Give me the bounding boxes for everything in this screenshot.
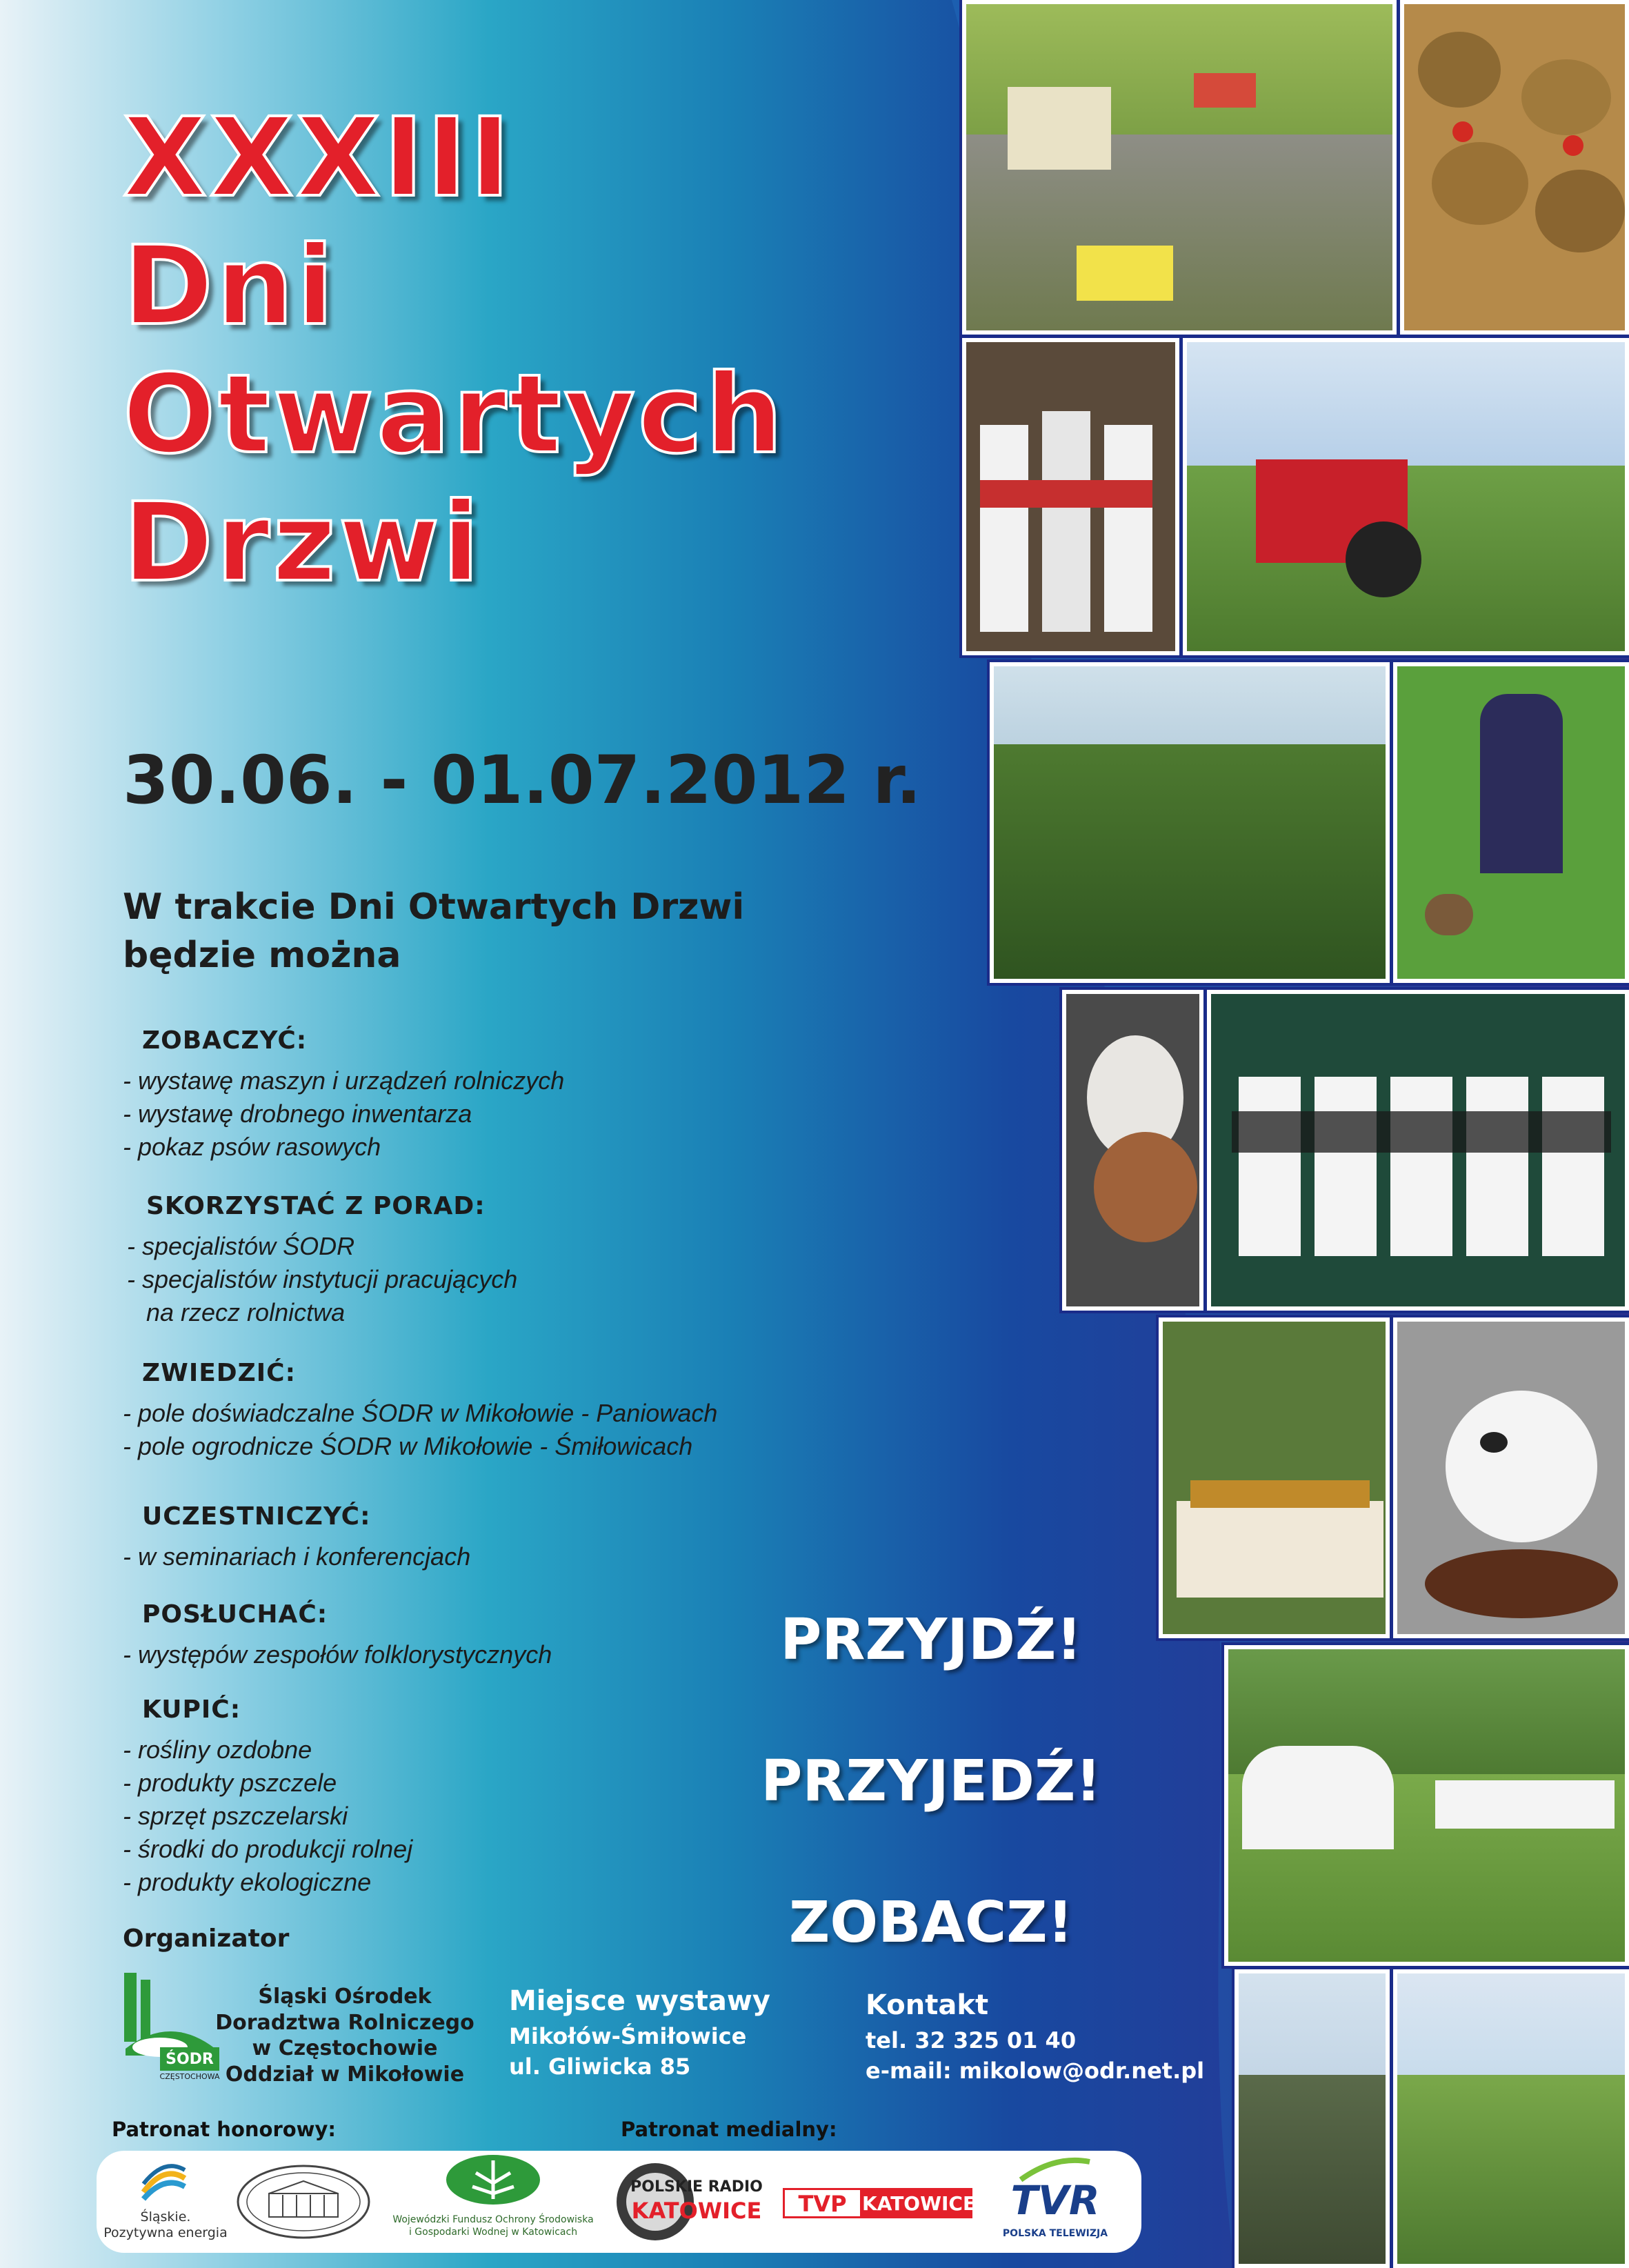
- tvr-subtext: POLSKA TELEWIZJA: [1002, 2228, 1108, 2239]
- section-posluchac: [123, 1600, 552, 1671]
- list-item: - występów zespołów folklorystycznych: [123, 1640, 552, 1669]
- section-zwiedzic: [123, 1359, 717, 1463]
- radio-text-2: KATOWICE: [631, 2198, 762, 2224]
- organizer-label: Organizator: [123, 1924, 290, 1953]
- radio-text-1: POLSKIE RADIO: [630, 2178, 763, 2196]
- list-item: - produkty ekologiczne: [123, 1868, 372, 1896]
- slaskie-text-2: Pozytywna energia: [103, 2225, 228, 2240]
- contact-phone: tel. 32 325 01 40: [866, 2027, 1077, 2053]
- section-heading: KUPIĆ:: [142, 1695, 241, 1724]
- section-heading: POSŁUCHAĆ:: [142, 1600, 328, 1629]
- call-zobacz: ZOBACZ!: [788, 1890, 1074, 1956]
- organizer-name-line: Śląski Ośrodek: [258, 1984, 432, 2009]
- venue-heading: Miejsce wystawy: [509, 1985, 770, 2017]
- section-heading: UCZESTNICZYĆ:: [142, 1502, 371, 1531]
- call-to-action: [690, 1607, 1172, 2031]
- photo-red-tractor: [1183, 338, 1629, 655]
- call-przyjedz: PRZYJEDŹ!: [761, 1749, 1101, 1814]
- wfos-text-1: Wojewódzki Fundusz Ochrony Środowiska: [392, 2214, 594, 2225]
- title-line-4: Drzwi: [123, 479, 483, 606]
- venue-line-1: Mikołów-Śmiłowice: [509, 2023, 747, 2049]
- organizer-name-line: Oddział w Mikołowie: [225, 2062, 465, 2087]
- section-kupic: [123, 1695, 412, 1899]
- photo-folk-women-group: [1207, 990, 1629, 1311]
- list-item: - wystawę drobnego inwentarza: [123, 1100, 472, 1128]
- sponsor-logo-bar: [97, 2151, 1141, 2253]
- list-item: - wystawę maszyn i urządzeń rolniczych: [123, 1066, 565, 1095]
- list-item: - w seminariach i konferencjach: [123, 1542, 471, 1571]
- tvr-logo: [986, 2151, 1124, 2253]
- list-item: - środki do produkcji rolnej: [123, 1835, 413, 1863]
- event-date: 30.06. - 01.07.2012 r.: [123, 742, 921, 819]
- title-line-1: XXXIII: [123, 94, 513, 221]
- list-item: - produkty pszczele: [123, 1769, 337, 1797]
- list-item: - pokaz psów rasowych: [123, 1133, 381, 1161]
- intro-line-2: będzie można: [123, 935, 401, 977]
- event-title: [123, 94, 786, 617]
- polskie-radio-katowice-logo: [614, 2151, 766, 2253]
- photo-pigeon: [1062, 990, 1203, 1311]
- contact-heading: Kontakt: [866, 1989, 989, 2021]
- title-line-2: Dni: [123, 223, 337, 350]
- organizer-name: [207, 1984, 483, 2087]
- section-skorzystac: [123, 1192, 517, 1329]
- list-item: - pole doświadczalne ŚODR w Mikołowie - Paniowach: [123, 1399, 718, 1427]
- photo-rabbit: [1393, 1317, 1629, 1638]
- venue-line-2: ul. Gliwicka 85: [509, 2053, 691, 2080]
- media-patron-label: Patronat medialny:: [621, 2118, 837, 2141]
- section-heading: SKORZYSTAĆ Z PORAD:: [146, 1192, 486, 1220]
- list-item: - rośliny ozdobne: [123, 1735, 312, 1764]
- tvp-text: TVP: [798, 2191, 847, 2217]
- list-item: - pole ogrodnicze ŚODR w Mikołowie - Śmiłowicach: [123, 1432, 693, 1460]
- sodr-logo-text: ŚODR: [166, 2051, 214, 2068]
- voivodeship-building-icon: [234, 2160, 372, 2243]
- photo-market-stalls: [1235, 1969, 1390, 2268]
- title-line-3: Otwartych: [123, 351, 786, 478]
- intro-text: [123, 883, 744, 979]
- section-heading: ZOBACZYĆ:: [142, 1026, 308, 1055]
- tvp-katowice-text: KATOWICE: [862, 2192, 977, 2215]
- list-item: - specjalistów instytucji pracujących: [127, 1265, 518, 1293]
- slaskie-wave-icon: [137, 2158, 192, 2206]
- section-zobaczyc: [123, 1026, 564, 1164]
- slaskie-logo: [97, 2151, 228, 2253]
- photo-folk-children-choir: [962, 338, 1179, 655]
- photo-plant-exhibition: [990, 662, 1390, 983]
- honorary-patron-label: Patronat honorowy:: [112, 2118, 336, 2141]
- organizer-name-line: w Częstochowie: [252, 2036, 438, 2060]
- list-item: - specjalistów ŚODR: [127, 1232, 355, 1260]
- venue-info: [509, 1985, 770, 2082]
- photo-straw-hedgehogs: [1400, 0, 1629, 335]
- call-przyjdz: PRZYJDŹ!: [780, 1607, 1082, 1673]
- photo-garden-path: [1393, 1969, 1629, 2268]
- list-item: - sprzęt pszczelarski: [123, 1802, 348, 1830]
- organizer-name-line: Doradztwa Rolniczego: [215, 2010, 474, 2035]
- photo-honey-stand: [1159, 1317, 1390, 1638]
- list-item: na rzecz rolnictwa: [146, 1298, 346, 1326]
- contact-info: [866, 1989, 1204, 2086]
- contact-email: e-mail: mikolow@odr.net.pl: [866, 2058, 1205, 2084]
- intro-line-1: W trakcie Dni Otwartych Drzwi: [123, 886, 745, 928]
- section-uczestniczyc: [123, 1502, 470, 1573]
- sodr-logo-subtext: CZĘSTOCHOWA: [159, 2072, 220, 2081]
- tvp-katowice-logo: [776, 2151, 977, 2253]
- tvr-text: TVR: [1010, 2177, 1100, 2224]
- wfos-text-2: i Gospodarki Wodnej w Katowicach: [408, 2227, 578, 2238]
- section-heading: ZWIEDZIĆ:: [142, 1359, 296, 1387]
- slaskie-text-1: Śląskie.: [140, 2209, 191, 2225]
- photo-girl-with-dog: [1393, 662, 1629, 983]
- photo-fairground-aerial: [962, 0, 1397, 335]
- wfos-logo: [386, 2151, 600, 2253]
- wfos-leaf-icon: [441, 2152, 545, 2207]
- voivodeship-office-logo: [234, 2151, 379, 2253]
- photo-fair-tents: [1224, 1645, 1629, 1966]
